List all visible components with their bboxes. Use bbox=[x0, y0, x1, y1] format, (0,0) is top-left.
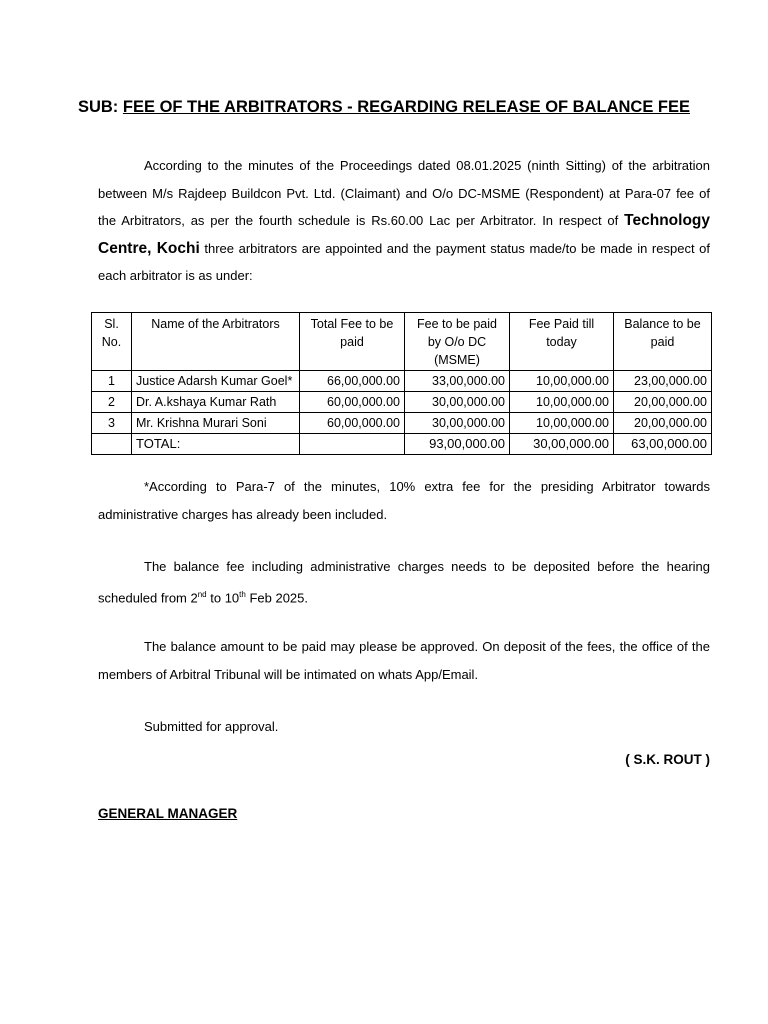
cell-empty bbox=[92, 434, 132, 455]
total-balance: 63,00,000.00 bbox=[614, 434, 712, 455]
deposit-sup-1: nd bbox=[197, 589, 207, 599]
cell-paid: 10,00,000.00 bbox=[510, 413, 614, 434]
deposit-paragraph bbox=[98, 553, 710, 611]
designation: GENERAL MANAGER bbox=[98, 806, 238, 821]
cell-paid: 10,00,000.00 bbox=[510, 392, 614, 413]
deposit-text-1: The balance fee including administrative charges needs to be deposited before the hearing scheduled from 2 bbox=[98, 559, 710, 605]
cell-name: Justice Adarsh Kumar Goel* bbox=[132, 371, 300, 392]
cell-total: 60,00,000.00 bbox=[300, 413, 405, 434]
cell-dc: 30,00,000.00 bbox=[405, 413, 510, 434]
intro-text-2: three arbitrators are appointed and the payment status made/to be made in respect of each arbitrator is as under: bbox=[98, 240, 710, 283]
cell-balance: 23,00,000.00 bbox=[614, 371, 712, 392]
header-sl-no: Sl. No. bbox=[92, 313, 132, 371]
deposit-text-3: Feb 2025. bbox=[245, 589, 308, 605]
cell-balance: 20,00,000.00 bbox=[614, 392, 712, 413]
cell-total: 60,00,000.00 bbox=[300, 392, 405, 413]
footnote-paragraph: *According to Para-7 of the minutes, 10% extra fee for the presiding Arbitrator towards administrative charges has already been included. bbox=[98, 479, 710, 522]
total-paid: 30,00,000.00 bbox=[510, 434, 614, 455]
intro-highlight: Technology Centre, Kochi bbox=[98, 212, 710, 257]
subject-line bbox=[0, 98, 768, 117]
table-header-row bbox=[92, 313, 712, 371]
approval-paragraph: The balance amount to be paid may please be approved. On deposit of the fees, the office of the members of Arbitral Tribunal will be intimated on whats App/Email. bbox=[98, 639, 710, 682]
signatory-name: ( S.K. ROUT ) bbox=[625, 752, 710, 767]
intro-paragraph bbox=[98, 152, 710, 290]
total-dc: 93,00,000.00 bbox=[405, 434, 510, 455]
subject-title: FEE OF THE ARBITRATORS - REGARDING RELEASE OF BALANCE FEE bbox=[122, 98, 691, 116]
header-name: Name of the Arbitrators bbox=[132, 313, 300, 371]
fee-table bbox=[91, 312, 712, 455]
cell-dc: 30,00,000.00 bbox=[405, 392, 510, 413]
cell-name: Dr. A.kshaya Kumar Rath bbox=[132, 392, 300, 413]
cell-total: 66,00,000.00 bbox=[300, 371, 405, 392]
cell-sl: 1 bbox=[92, 371, 132, 392]
table-row bbox=[92, 371, 712, 392]
deposit-sup-2: th bbox=[239, 589, 246, 599]
table-total-row bbox=[92, 434, 712, 455]
header-total-fee: Total Fee to be paid bbox=[300, 313, 405, 371]
header-fee-paid: Fee Paid till today bbox=[510, 313, 614, 371]
cell-name: Mr. Krishna Murari Soni bbox=[132, 413, 300, 434]
table-row bbox=[92, 413, 712, 434]
header-balance: Balance to be paid bbox=[614, 313, 712, 371]
cell-sl: 3 bbox=[92, 413, 132, 434]
cell-dc: 33,00,000.00 bbox=[405, 371, 510, 392]
header-fee-dc: Fee to be paid by O/o DC (MSME) bbox=[405, 313, 510, 371]
intro-text-1: According to the minutes of the Proceedings dated 08.01.2025 (ninth Sitting) of the arbitration between M/s Rajdeep Buildcon Pvt. Ltd. (Claimant) and O/o DC-MSME (Respondent) at Para-07 fee of the Arbitrators, as per the fourth schedule is Rs.60.00 Lac per Arbitrator. In respect of bbox=[98, 158, 710, 228]
cell-paid: 10,00,000.00 bbox=[510, 371, 614, 392]
cell-balance: 20,00,000.00 bbox=[614, 413, 712, 434]
table-row bbox=[92, 392, 712, 413]
deposit-text-2: to 10 bbox=[206, 589, 240, 605]
total-label: TOTAL: bbox=[132, 434, 300, 455]
subject-prefix: SUB: bbox=[77, 98, 119, 116]
submitted-line: Submitted for approval. bbox=[144, 719, 279, 734]
cell-sl: 2 bbox=[92, 392, 132, 413]
cell-empty bbox=[300, 434, 405, 455]
